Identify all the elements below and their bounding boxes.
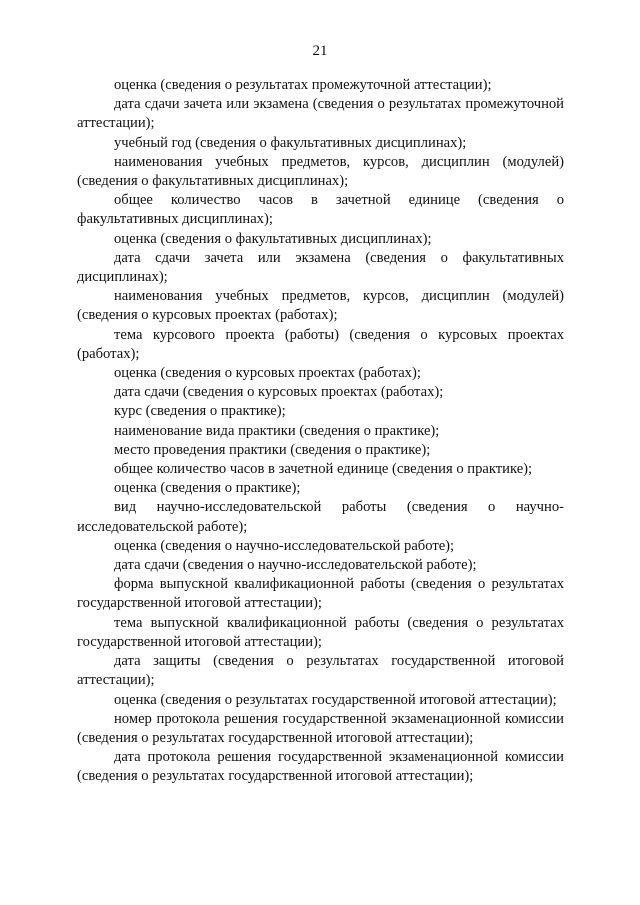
list-item: курс (сведения о практике); — [114, 403, 286, 420]
list-item: учебный год (сведения о факультативных дисциплинах); — [114, 134, 467, 151]
list-item: дата сдачи (сведения о научно-исследовательской работе); — [114, 557, 477, 574]
list-item: тема выпускной квалификационной работы (сведения о результатах государственной итоговой аттестации); — [77, 614, 564, 650]
list-item: оценка (сведения о практике); — [114, 480, 301, 497]
list-item: номер протокола решения государственной экзаменационной комиссии (сведения о результатах государственной итоговой аттестации); — [77, 710, 564, 746]
list-item: оценка (сведения о курсовых проектах (работах); — [114, 365, 421, 382]
list-item: дата сдачи зачета или экзамена (сведения о факультативных дисциплинах); — [77, 249, 564, 286]
list-item: оценка (сведения о научно-исследовательской работе); — [114, 537, 455, 554]
list-item: общее количество часов в зачетной единице (сведения о факультативных дисциплинах); — [77, 192, 564, 228]
list-item: дата протокола решения государственной экзаменационной комиссии (сведения о результатах государственной итоговой аттестации); — [77, 749, 564, 785]
list-item: оценка (сведения о факультативных дисциплинах); — [114, 230, 432, 247]
list-item: форма выпускной квалификационной работы (сведения о результатах государственной итоговой аттестации); — [77, 576, 564, 612]
list-item: оценка (сведения о результатах государственной итоговой аттестации); — [114, 691, 557, 708]
page-number: 21 — [312, 43, 328, 59]
list-item: наименования учебных предметов, курсов, дисциплин (модулей) (сведения о факультативных дисциплинах); — [77, 153, 564, 190]
list-item: вид научно-исследовательской работы (сведения о научно-исследовательской работе); — [77, 499, 564, 535]
list-item: тема курсового проекта (работы) (сведения о курсовых проектах (работах); — [77, 326, 564, 362]
list-item: наименование вида практики (сведения о практике); — [114, 422, 440, 439]
list-item: оценка (сведения о результатах промежуточной аттестации); — [114, 77, 492, 93]
list-item: наименования учебных предметов, курсов, дисциплин (модулей) (сведения о курсовых проектах (работах); — [77, 288, 564, 324]
list-item: дата сдачи (сведения о курсовых проектах (работах); — [114, 384, 444, 401]
list-item: общее количество часов в зачетной единице (сведения о практике); — [114, 461, 533, 478]
list-item: дата защиты (сведения о результатах государственной итоговой аттестации); — [77, 653, 564, 689]
document-body — [77, 76, 564, 787]
list-item: дата сдачи зачета или экзамена (сведения о результатах промежуточной аттестации); — [77, 96, 564, 132]
list-item: место проведения практики (сведения о практике); — [114, 441, 431, 458]
